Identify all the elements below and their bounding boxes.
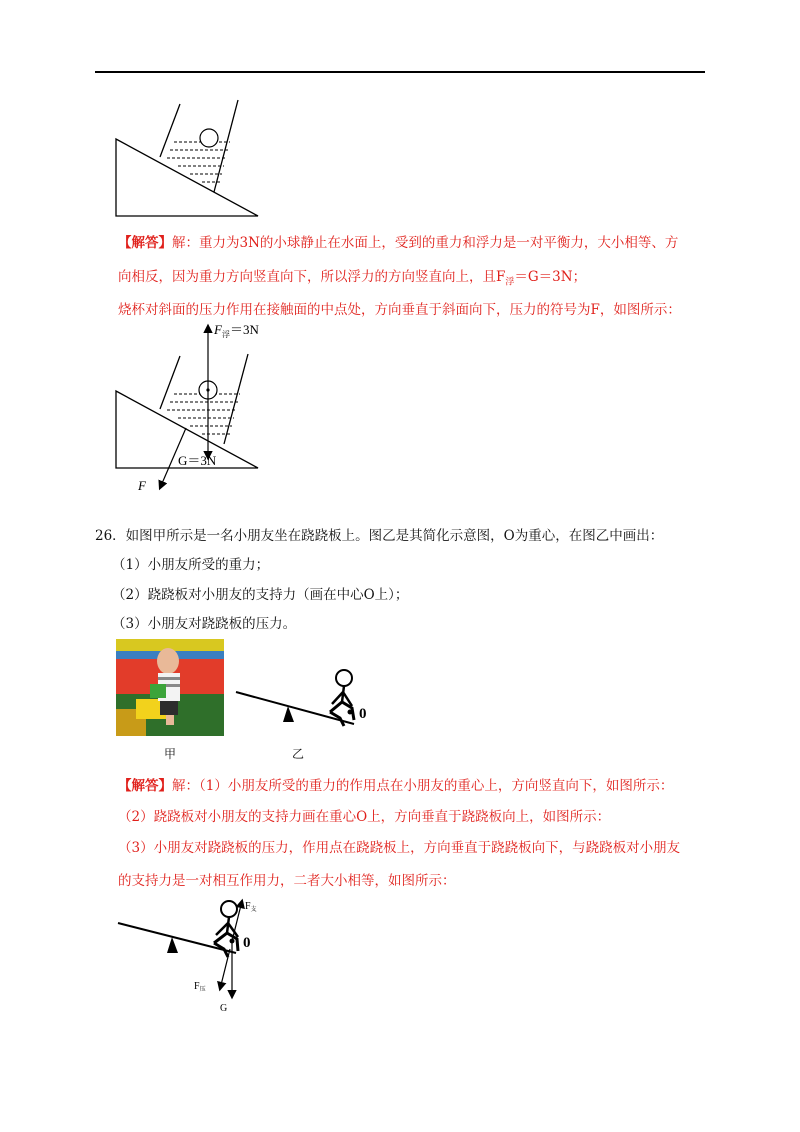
answer2-line2: （2）跷跷板对小朋友的支持力画在重心O上，方向垂直于跷跷板向上，如图所示： — [118, 809, 611, 825]
answer2-line4: 的支持力是一对相互作用力，二者大小相等，如图所示： — [118, 873, 456, 889]
header-rule — [95, 71, 705, 73]
figure-seesaw-forces — [112, 893, 292, 1013]
gravity-label-2: G — [220, 1003, 228, 1013]
pressure-label: F — [138, 478, 146, 493]
answer-jie: 解： — [172, 235, 199, 251]
support-force-label: $F_支$ — [245, 901, 257, 913]
center-of-gravity-label: 0 — [359, 706, 367, 722]
answer-tag: 【解答】 — [118, 235, 172, 251]
center-of-gravity-label-2: 0 — [243, 935, 251, 951]
answer1-line3: 烧杯对斜面的压力作用在接触面的中点处，方向垂直于斜面向下，压力的符号为F，如图所示： — [118, 302, 681, 318]
answer2-line3: （3）小朋友对跷跷板的压力，作用点在跷跷板上，方向垂直于跷跷板向下，与跷跷板对小朋友 — [118, 840, 681, 856]
answer2-line1: 【解答】解：（1）小朋友所受的重力的作用点在小朋友的重心上，方向竖直向下，如图所示： — [118, 778, 674, 794]
q26-item-3: （3）小朋友对跷跷板的压力。 — [112, 616, 297, 632]
q26-stem: 26．如图甲所示是一名小朋友坐在跷跷板上。图乙是其简化示意图，O为重心，在图乙中画出： — [95, 528, 664, 544]
buoyancy-label: $F_浮=3N$ — [214, 322, 259, 339]
caption-jia: 甲 — [164, 747, 177, 761]
figure-seesaw-simplified — [232, 662, 382, 732]
photo-child-seesaw — [116, 639, 224, 736]
answer1-text1: 重力为3N的小球静止在水面上，受到的重力和浮力是一对平衡力，大小相等、方 — [199, 235, 679, 251]
answer1-line1 — [118, 231, 678, 251]
figure-incline-forces — [110, 318, 290, 498]
caption-yi: 乙 — [292, 747, 305, 761]
gravity-label: G＝3N — [178, 453, 217, 468]
q26-item-1: （1）小朋友所受的重力； — [112, 557, 270, 573]
answer1-line2: 向相反，因为重力方向竖直向下，所以浮力的方向竖直向上，且$F_浮=G=3N$； — [118, 269, 587, 288]
q26-item-2: （2）跷跷板对小朋友的支持力（画在中心O上）； — [112, 587, 409, 603]
figure-incline-beaker — [110, 92, 270, 222]
pressure-force-label: $F_压$ — [194, 981, 206, 993]
